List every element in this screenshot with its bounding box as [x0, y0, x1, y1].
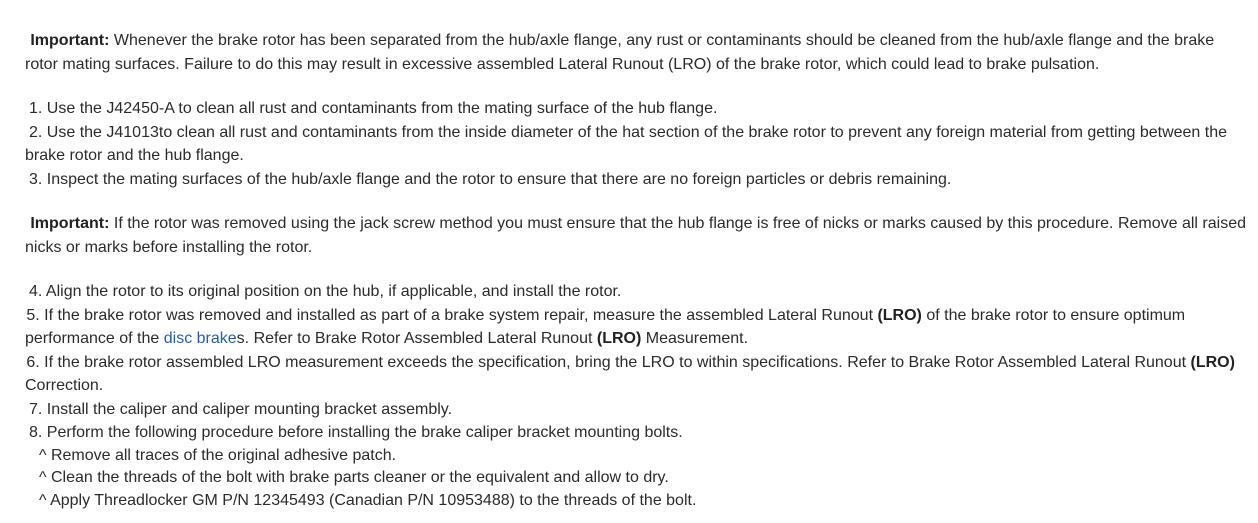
important-label: Important: — [30, 32, 110, 49]
step-7: 7. Install the caliper and caliper mounting bracket assembly. — [29, 400, 453, 418]
step-2 — [25, 121, 1247, 168]
step-6: 6. If the brake rotor assembled LRO measurement exceeds the specification, bring the LRO to within specifications. Refer to Brake Rotor Assembled Lateral Runout (LRO) Correction. — [25, 353, 1235, 394]
step-2-text: 2. Use the J41013to clean all rust and contaminants from the inside diameter of the hat section of the brake rotor to prevent any foreign material from getting between the brake rotor and the hub flange. — [25, 123, 1228, 164]
important-note-1 — [25, 29, 1247, 76]
step-1: 1. Use the J42450-A to clean all rust and contaminants from the mating surface of the hub flange. — [29, 100, 718, 117]
substep-2: ^ Clean the threads of the bolt with brake parts cleaner or the equivalent and allow to dry. — [39, 469, 669, 486]
substep-1: ^ Remove all traces of the original adhesive patch. — [39, 446, 397, 464]
important-text: If the rotor was removed using the jack screw method you must ensure that the hub flange is free of nicks or marks caused by this procedure. Remove all raised nicks or marks before installing the rotor. — [25, 215, 1246, 256]
disc-brake-link[interactable]: disc brake — [163, 330, 237, 347]
step-8: 8. Perform the following procedure before installing the brake caliper bracket mounting bolts. — [29, 424, 683, 441]
important-label: Important: — [30, 215, 110, 232]
step-3: 3. Inspect the mating surfaces of the hub/axle flange and the rotor to ensure that there are no foreign particles or debris remaining. — [29, 170, 952, 188]
important-text: Whenever the brake rotor has been separated from the hub/axle flange, any rust or contaminants should be cleaned from the hub/axle flange and the brake rotor mating surfaces. Failure to do this may result in excessive assembled Lateral Runout (LRO) of the brake rotor, which could lead to brake pulsation. — [25, 32, 1215, 73]
step-5: 5. If the brake rotor was removed and installed as part of a brake system repair, measure the assembled Lateral Runout (LRO) of the brake rotor to ensure optimum performance of the disc brakes. Refer to Brake Rotor Assembled Lateral Runout (LRO) Measurement. — [25, 306, 1186, 347]
substep-3: ^ Apply Threadlocker GM P/N 12345493 (Canadian P/N 10953488) to the threads of the bolt. — [39, 491, 697, 509]
important-note-2 — [25, 212, 1247, 259]
step-4: 4. Align the rotor to its original position on the hub, if applicable, and install the rotor. — [29, 283, 622, 300]
